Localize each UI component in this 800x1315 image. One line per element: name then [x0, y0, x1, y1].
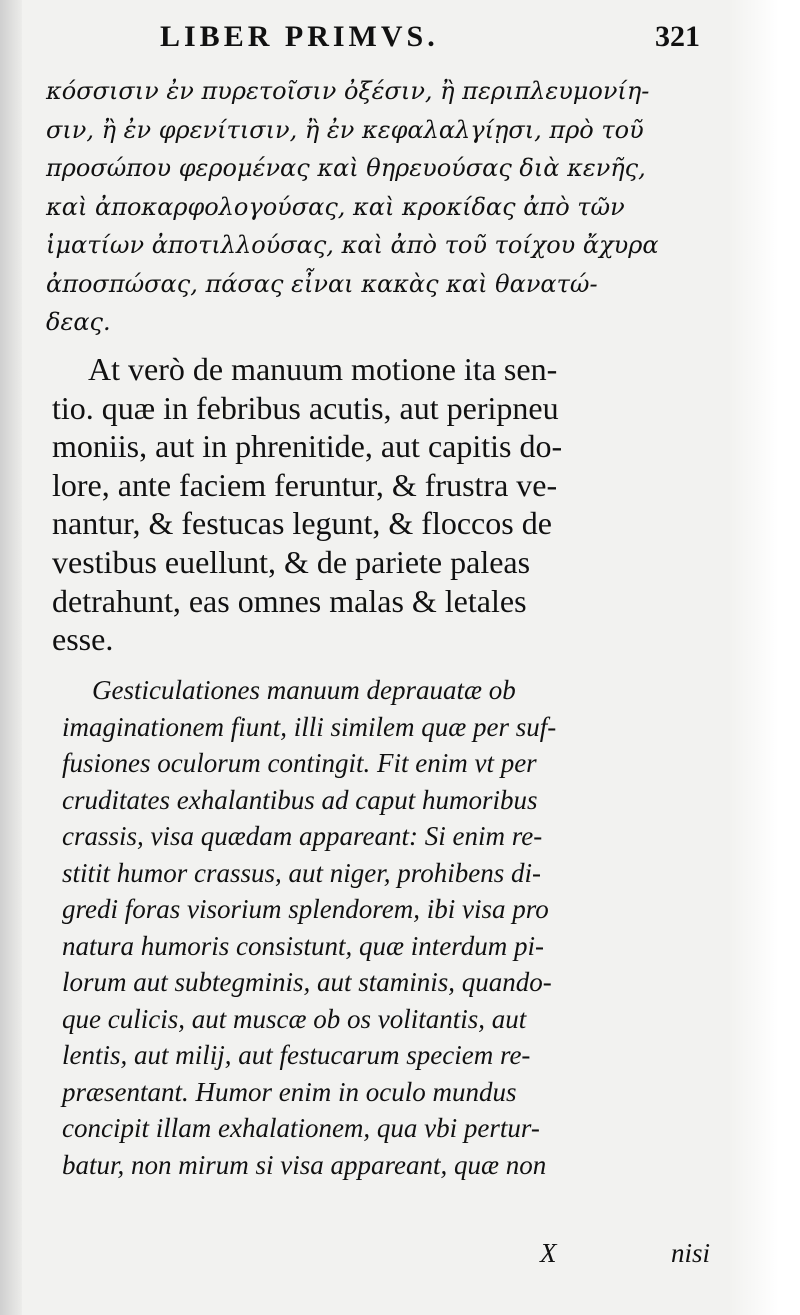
- latin-line: esse.: [52, 621, 114, 658]
- latin-line: At verò de manuum motione ita sen-: [88, 351, 558, 387]
- binding-gutter: [0, 0, 22, 1315]
- greek-line: καὶ ἀποκαρφολογούσας, καὶ κροκίδας ἀπὸ τῶν: [46, 192, 625, 221]
- commentary-line: lentis, aut milij, aut festucarum speciem re-: [62, 1040, 531, 1070]
- commentary-line: Gesticulationes manuum deprauatæ ob: [92, 675, 516, 705]
- latin-line: detrahunt, eas omnes malas & letales: [52, 582, 527, 619]
- commentary-block: [62, 672, 702, 1183]
- page-edge-fade: [730, 0, 800, 1315]
- page-number: 321: [655, 20, 700, 53]
- latin-line: moniis, aut in phrenitide, aut capitis do-: [52, 428, 563, 465]
- latin-translation-block: [52, 350, 684, 659]
- catchword: nisi: [670, 1238, 710, 1268]
- running-title: LIBER PRIMVS.: [160, 20, 439, 53]
- commentary-line: natura humoris consistunt, quæ interdum pi-: [62, 930, 545, 961]
- page-header: [160, 20, 700, 60]
- greek-line: κόσσισιν ἐν πυρετοῖσιν ὀξέσιν, ἢ περιπλευμονίη-: [46, 77, 650, 105]
- latin-line: nantur, & festucas legunt, & floccos de: [52, 505, 552, 542]
- commentary-line: præsentant. Humor enim in oculo mundus: [62, 1076, 517, 1107]
- latin-line: lore, ante faciem feruntur, & frustra ve-: [52, 466, 558, 503]
- commentary-line: cruditates exhalantibus ad caput humoribus: [62, 784, 538, 815]
- commentary-line: concipit illam exhalationem, qua vbi pertur-: [62, 1113, 540, 1143]
- commentary-line: stitit humor crassus, aut niger, prohibens di-: [62, 857, 542, 888]
- commentary-line: crassis, visa quædam appareant: Si enim re-: [62, 821, 543, 851]
- commentary-line: gredi foras visorium splendorem, ibi visa pro: [62, 894, 549, 924]
- commentary-line: batur, non mirum si visa appareant, quæ non: [62, 1149, 547, 1180]
- page-footer: [540, 1238, 710, 1272]
- greek-line: ἀποσπώσας, πάσας εἶναι κακὰς καὶ θανατώ-: [46, 269, 598, 298]
- commentary-line: fusiones oculorum contingit. Fit enim vt per: [62, 748, 537, 778]
- greek-line: δεας.: [46, 308, 111, 336]
- commentary-line: lorum aut subtegminis, aut staminis, quando-: [62, 967, 552, 997]
- greek-line: προσώπου φερομένας καὶ θηρευούσας διὰ κενῆς,: [46, 154, 646, 182]
- commentary-line: que culicis, aut muscæ ob os volitantis, aut: [62, 1003, 527, 1034]
- latin-line: vestibus euellunt, & de pariete paleas: [52, 543, 531, 580]
- greek-line: ἱματίων ἀποτιλλούσας, καὶ ἀπὸ τοῦ τοίχου ἄχυρα: [46, 231, 659, 259]
- signature-mark: X: [540, 1238, 557, 1268]
- latin-line: tio. quæ in febribus acutis, aut peripneu: [52, 389, 559, 426]
- commentary-line: imaginationem fiunt, illi similem quæ per suf-: [62, 711, 557, 742]
- greek-line: σιν, ἢ ἐν φρενίτισιν, ἢ ἐν κεφαλαλγίῃσι, πρὸ τοῦ: [46, 115, 644, 144]
- greek-text-block: [46, 72, 686, 342]
